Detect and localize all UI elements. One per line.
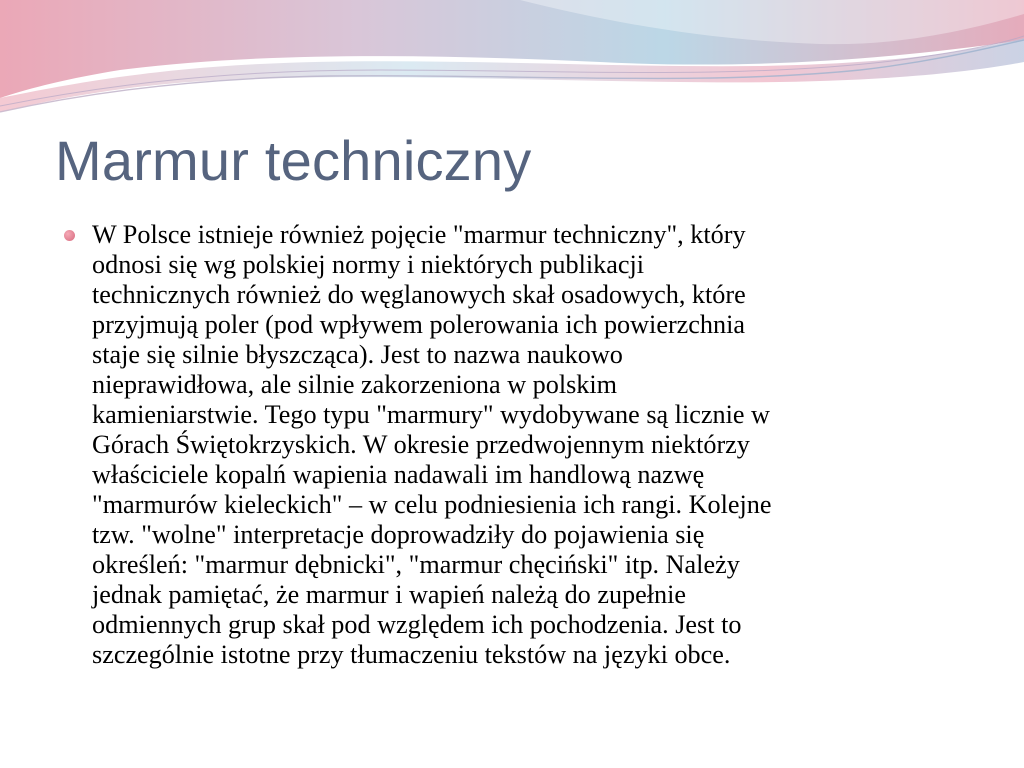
body-line-12: określeń: "marmur dębnicki", "marmur chęciński" itp. Należy [92, 550, 740, 579]
slide-title: Marmur techniczny [55, 129, 532, 192]
body-line-13: jednak pamiętać, że marmur i wapień należą do zupełnie [92, 580, 687, 609]
body-line-3: technicznych również do węglanowych skał osadowych, które [92, 280, 746, 309]
bullet-dot-icon [64, 230, 75, 241]
body-line-4: przyjmują poler (pod wpływem polerowania ich powierzchnia [92, 310, 746, 339]
body-line-9: właściciele kopalń wapienia nadawali im handlową nazwę [92, 460, 705, 489]
body-line-1: W Polsce istnieje również pojęcie "marmur techniczny", który [92, 220, 746, 249]
body-line-5: staje się silnie błyszcząca). Jest to nazwa naukowo [92, 340, 623, 369]
body-line-15: szczególnie istotne przy tłumaczeniu tekstów na języki obce. [92, 640, 731, 669]
header-wave-decoration [0, 0, 1024, 130]
body-line-10: "marmurów kieleckich" – w celu podniesienia ich rangi. Kolejne [92, 490, 772, 519]
body-line-8: Górach Świętokrzyskich. W okresie przedwojennym niektórzy [92, 430, 750, 459]
body-line-11: tzw. "wolne" interpretacje doprowadziły do pojawienia się [92, 520, 705, 549]
body-line-7: kamieniarstwie. Tego typu "marmury" wydobywane są licznie w [92, 400, 770, 429]
slide-body [64, 220, 954, 670]
bullet-paragraph [92, 220, 954, 670]
body-line-2: odnosi się wg polskiej normy i niektórych publikacji [92, 250, 645, 279]
bullet-item [64, 220, 954, 670]
body-line-6: nieprawidłowa, ale silnie zakorzeniona w polskim [92, 370, 618, 399]
body-line-14: odmiennych grup skał pod względem ich pochodzenia. Jest to [92, 610, 742, 639]
